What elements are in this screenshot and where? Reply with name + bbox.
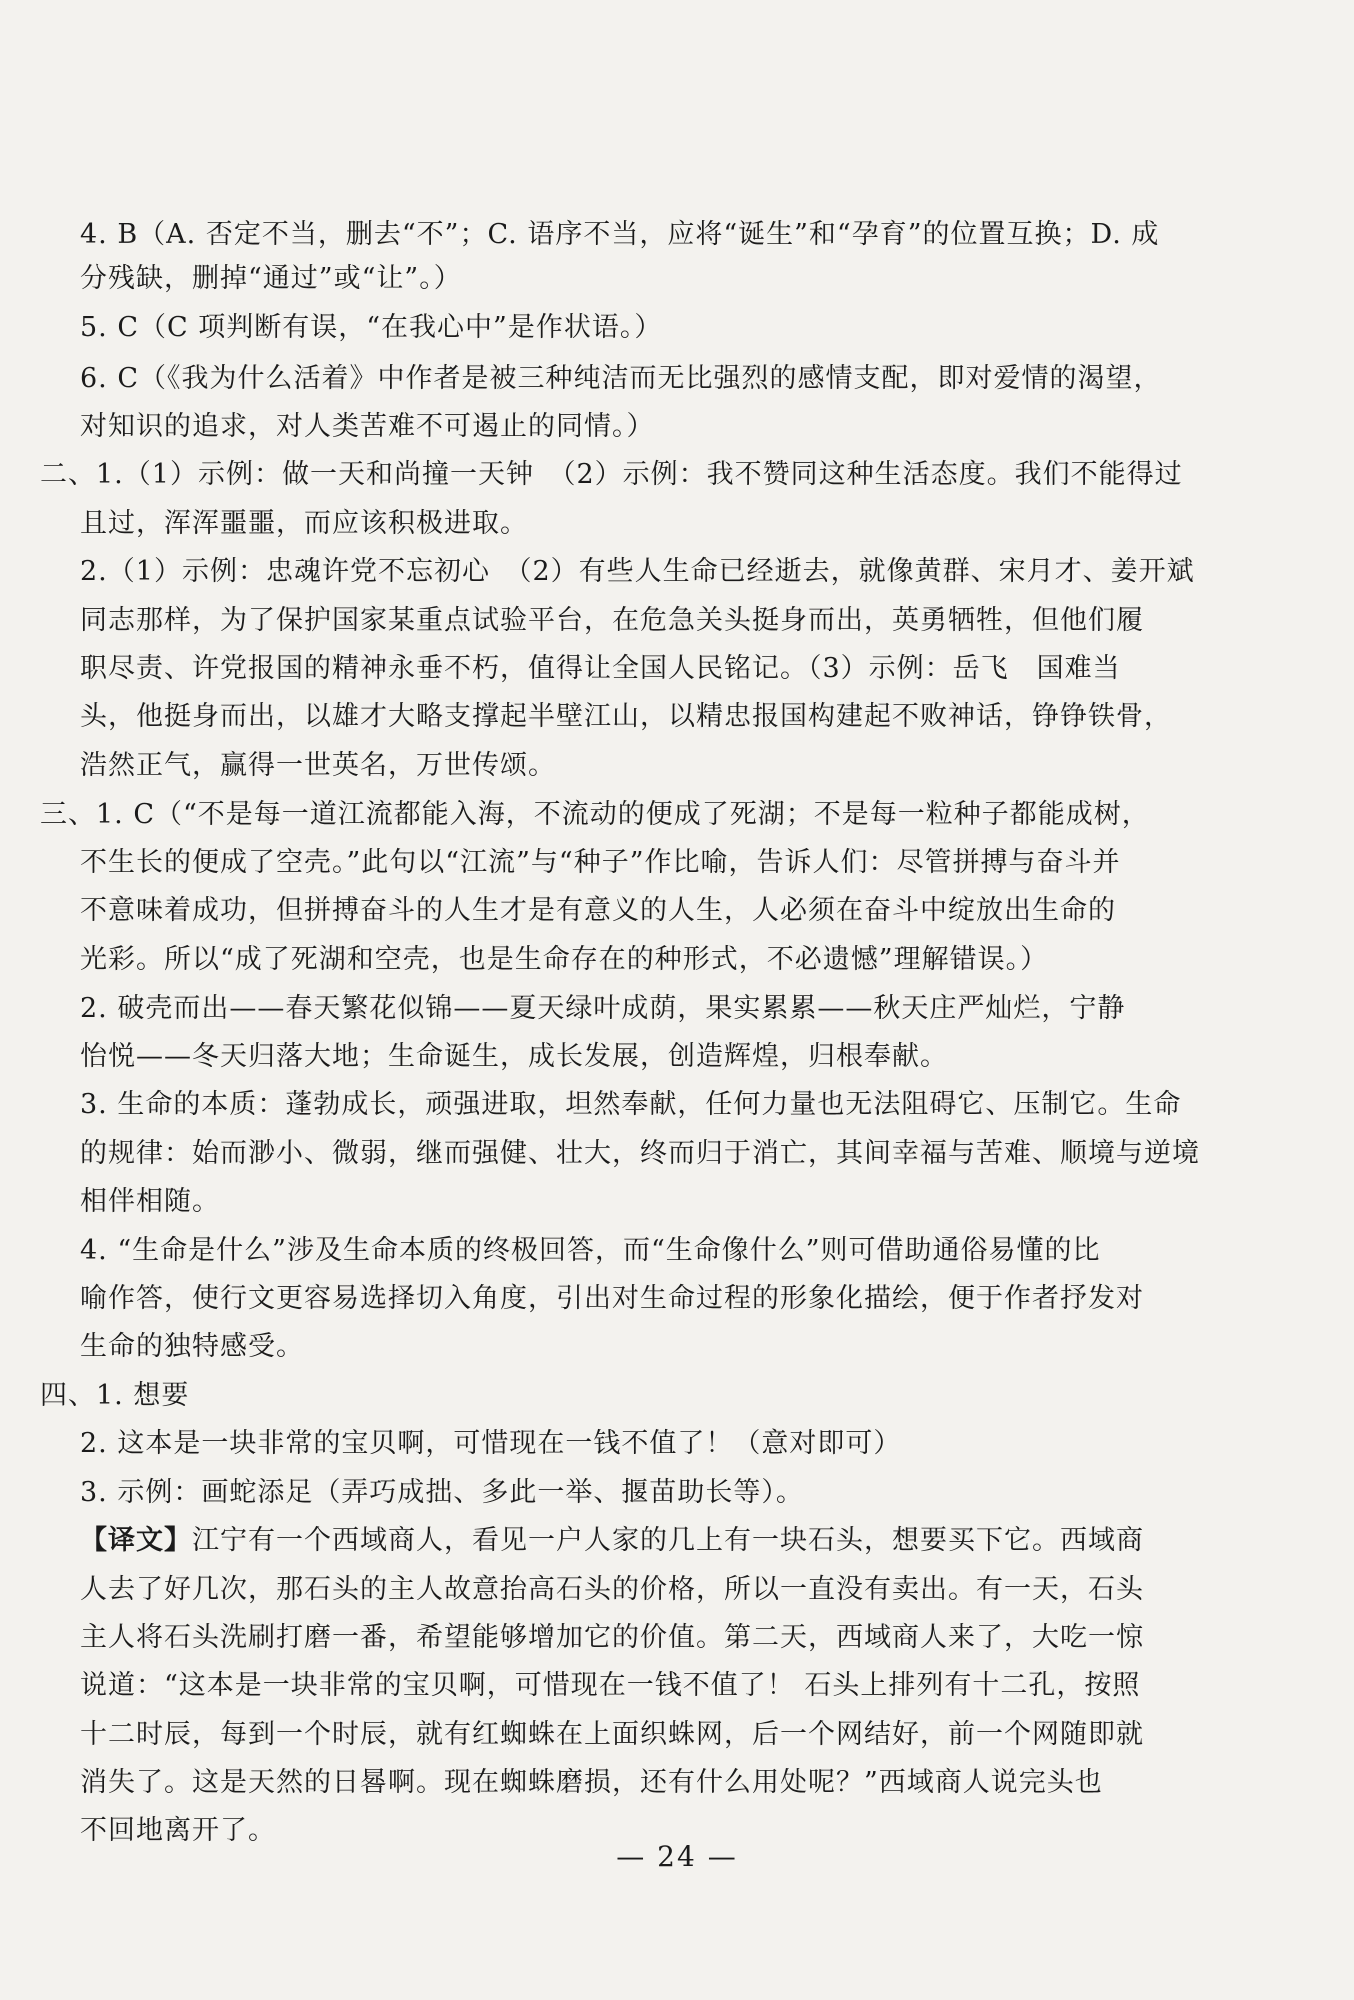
- text-line: 2.（1）示例：忠魂许党不忘初心 （2）有些人生命已经逝去，就像黄群、宋月才、姜开斌: [80, 556, 1195, 587]
- text-line: 6. C（《我为什么活着》中作者是被三种纯洁而无比强烈的感情支配，即对爱情的渴望，: [80, 363, 1162, 394]
- text-line: 4. B（A. 否定不当，删去“不”；C. 语序不当，应将“诞生”和“孕育”的位置互换；D. 成: [80, 219, 1160, 250]
- page-number: — 24 —: [616, 1840, 738, 1873]
- text-line: 的规律：始而渺小、微弱，继而强健、壮大，终而归于消亡，其间幸福与苦难、顺境与逆境: [80, 1138, 1200, 1169]
- translation-tag: 【译文】: [80, 1525, 192, 1556]
- text-line: 人去了好几次，那石头的主人故意抬高石头的价格，所以一直没有卖出。有一天，石头: [80, 1574, 1144, 1605]
- text-line: 喻作答，使行文更容易选择切入角度，引出对生命过程的形象化描绘，便于作者抒发对: [80, 1283, 1144, 1314]
- text-line: 对知识的追求，对人类苦难不可遏止的同情。）: [80, 411, 655, 442]
- text-line: 2. 破壳而出——春天繁花似锦——夏天绿叶成荫，果实累累——秋天庄严灿烂，宁静: [80, 993, 1126, 1024]
- text-line: 十二时辰，每到一个时辰，就有红蜘蛛在上面织蛛网，后一个网结好，前一个网随即就: [80, 1719, 1144, 1750]
- text-line: 二、1.（1）示例：做一天和尚撞一天钟 （2）示例：我不赞同这种生活态度。我们不能得过: [40, 459, 1183, 490]
- text-line: 不生长的便成了空壳。”此句以“江流”与“种子”作比喻，告诉人们：尽管拼搏与奋斗并: [80, 847, 1121, 878]
- text-line: 5. C（C 项判断有误，“在我心中”是作状语。）: [80, 312, 663, 343]
- text-line: 不回地离开了。: [80, 1815, 276, 1846]
- translation-line: [80, 1524, 1144, 1558]
- text-line: 光彩。所以“成了死湖和空壳，也是生命存在的种形式，不必遗憾”理解错误。）: [80, 944, 1049, 975]
- text-line: 4. “生命是什么”涉及生命本质的终极回答，而“生命像什么”则可借助通俗易懂的比: [80, 1235, 1101, 1266]
- text-line: 头，他挺身而出，以雄才大略支撑起半壁江山，以精忠报国构建起不败神话，铮铮铁骨，: [80, 701, 1172, 732]
- text-line: 分残缺，删掉“通过”或“让”。）: [80, 263, 462, 294]
- text-line: 3. 生命的本质：蓬勃成长，顽强进取，坦然奉献，任何力量也无法阻碍它、压制它。生命: [80, 1089, 1182, 1120]
- text-line: 主人将石头洗刷打磨一番，希望能够增加它的价值。第二天，西域商人来了，大吃一惊: [80, 1622, 1144, 1653]
- text-line: 说道：“这本是一块非常的宝贝啊，可惜现在一钱不值了！ 石头上排列有十二孔，按照: [80, 1670, 1141, 1701]
- text-line: 职尽责、许党报国的精神永垂不朽，值得让全国人民铭记。（3）示例：岳飞 国难当: [80, 653, 1121, 684]
- text-line: 三、1. C（“不是每一道江流都能入海，不流动的便成了死湖；不是每一粒种子都能成树，: [40, 799, 1150, 830]
- text-line: 2. 这本是一块非常的宝贝啊，可惜现在一钱不值了！（意对即可）: [80, 1428, 902, 1459]
- text-line: 生命的独特感受。: [80, 1331, 304, 1362]
- text-line: 怡悦——冬天归落大地；生命诞生，成长发展，创造辉煌，归根奉献。: [80, 1041, 948, 1072]
- text-line: 相伴相随。: [80, 1186, 220, 1217]
- text-line: 3. 示例：画蛇添足（弄巧成拙、多此一举、揠苗助长等）。: [80, 1477, 804, 1508]
- text-line: 消失了。这是天然的日晷啊。现在蜘蛛磨损，还有什么用处呢？”西域商人说完头也: [80, 1767, 1103, 1798]
- text-line: 浩然正气，赢得一世英名，万世传颂。: [80, 750, 556, 781]
- text-line: 不意味着成功，但拼搏奋斗的人生才是有意义的人生，人必须在奋斗中绽放出生命的: [80, 895, 1116, 926]
- text-line: 四、1. 想要: [40, 1380, 190, 1411]
- translation-text: 江宁有一个西域商人，看见一户人家的几上有一块石头，想要买下它。西域商: [192, 1525, 1144, 1556]
- text-line: 且过，浑浑噩噩，而应该积极进取。: [80, 508, 528, 539]
- text-line: 同志那样，为了保护国家某重点试验平台，在危急关头挺身而出，英勇牺牲，但他们履: [80, 605, 1144, 636]
